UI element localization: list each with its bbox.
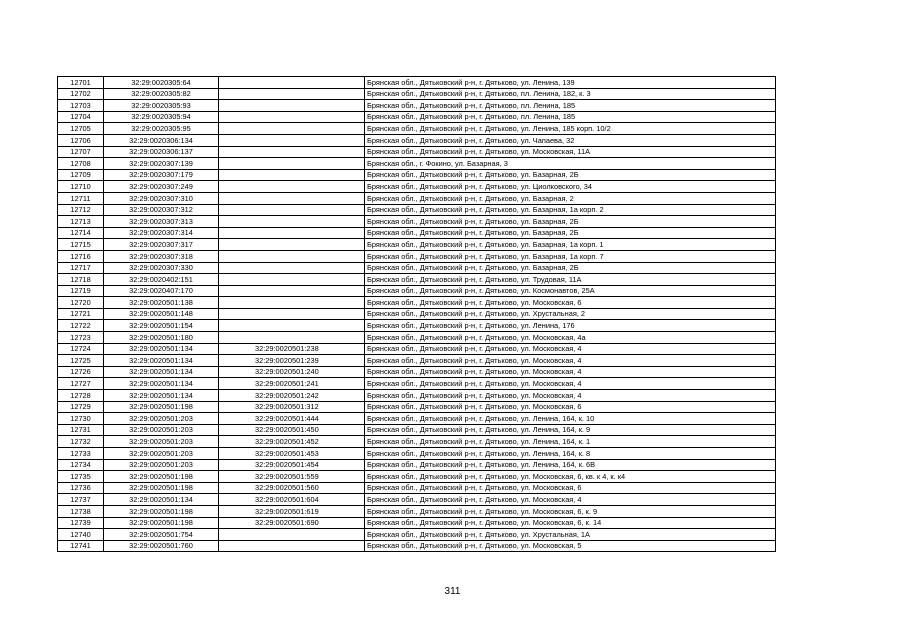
table-row [58,378,776,390]
address-cell: Брянская обл., Дятьковский р-н, г. Дятьково, ул. Ленина, 176 [365,320,776,332]
address-cell: Брянская обл., Дятьковский р-н, г. Дятьково, ул. Московская, 6 [365,401,776,413]
table-row [58,355,776,367]
cadastral-number-cell: 32:29:0020501:134 [104,390,219,402]
cadastral-number-cell: 32:29:0020407:170 [104,285,219,297]
cadastral-number-cell: 32:29:0020501:203 [104,448,219,460]
row-number-cell: 12720 [58,297,104,309]
cadastral-number-cell: 32:29:0020305:95 [104,123,219,135]
row-number-cell: 12707 [58,146,104,158]
address-cell: Брянская обл., Дятьковский р-н, г. Дятьково, ул. Трудовая, 11А [365,274,776,286]
table-row [58,471,776,483]
cadastral-number-cell: 32:29:0020501:203 [104,436,219,448]
table-row [58,494,776,506]
table-row [58,332,776,344]
table-row [58,274,776,286]
address-cell: Брянская обл., Дятьковский р-н, г. Дятьково, ул. Космонавтов, 25А [365,285,776,297]
address-cell: Брянская обл., Дятьковский р-н, г. Дятьково, ул. Московская, 6 [365,297,776,309]
cadastral-number-cell: 32:29:0020501:134 [104,355,219,367]
address-cell: Брянская обл., Дятьковский р-н, г. Дятьково, пл. Ленина, 185 [365,111,776,123]
address-cell: Брянская обл., Дятьковский р-н, г. Дятьково, ул. Базарная, 2Б [365,262,776,274]
row-number-cell: 12712 [58,204,104,216]
sub-cadastral-number-cell [219,332,365,344]
row-number-cell: 12718 [58,274,104,286]
sub-cadastral-number-cell [219,169,365,181]
sub-cadastral-number-cell [219,123,365,135]
row-number-cell: 12736 [58,482,104,494]
cadastral-number-cell: 32:29:0020501:203 [104,424,219,436]
sub-cadastral-number-cell [219,540,365,552]
cadastral-number-cell: 32:29:0020307:312 [104,204,219,216]
row-number-cell: 12705 [58,123,104,135]
row-number-cell: 12716 [58,250,104,262]
sub-cadastral-number-cell [219,285,365,297]
sub-cadastral-number-cell [219,320,365,332]
sub-cadastral-number-cell: 32:29:0020501:453 [219,448,365,460]
table-row [58,517,776,529]
sub-cadastral-number-cell: 32:29:0020501:454 [219,459,365,471]
registry-table-body [58,77,776,552]
address-cell: Брянская обл., Дятьковский р-н, г. Дятьково, ул. Московская, 4 [365,355,776,367]
row-number-cell: 12711 [58,192,104,204]
cadastral-number-cell: 32:29:0020501:754 [104,529,219,541]
table-row [58,343,776,355]
cadastral-number-cell: 32:29:0020305:82 [104,88,219,100]
sub-cadastral-number-cell: 32:29:0020501:241 [219,378,365,390]
sub-cadastral-number-cell [219,181,365,193]
address-cell: Брянская обл., Дятьковский р-н, г. Дятьково, ул. Московская, 4 [365,343,776,355]
cadastral-number-cell: 32:29:0020306:134 [104,134,219,146]
row-number-cell: 12737 [58,494,104,506]
table-row [58,146,776,158]
sub-cadastral-number-cell [219,192,365,204]
address-cell: Брянская обл., Дятьковский р-н, г. Дятьково, ул. Ленина, 139 [365,77,776,89]
table-row [58,436,776,448]
table-row [58,424,776,436]
table-row [58,297,776,309]
row-number-cell: 12717 [58,262,104,274]
cadastral-number-cell: 32:29:0020501:198 [104,505,219,517]
cadastral-number-cell: 32:29:0020307:313 [104,216,219,228]
cadastral-number-cell: 32:29:0020501:154 [104,320,219,332]
address-cell: Брянская обл., Дятьковский р-н, г. Дятьково, ул. Московская, 11А [365,146,776,158]
cadastral-number-cell: 32:29:0020307:330 [104,262,219,274]
sub-cadastral-number-cell [219,134,365,146]
address-cell: Брянская обл., Дятьковский р-н, г. Дятьково, ул. Московская, 4а [365,332,776,344]
row-number-cell: 12702 [58,88,104,100]
table-row [58,401,776,413]
cadastral-number-cell: 32:29:0020501:760 [104,540,219,552]
sub-cadastral-number-cell: 32:29:0020501:240 [219,366,365,378]
cadastral-number-cell: 32:29:0020501:134 [104,366,219,378]
address-cell: Брянская обл., Дятьковский р-н, г. Дятьково, ул. Ленина, 164, к. 10 [365,413,776,425]
table-row [58,158,776,170]
row-number-cell: 12727 [58,378,104,390]
cadastral-number-cell: 32:29:0020305:93 [104,100,219,112]
cadastral-number-cell: 32:29:0020305:64 [104,77,219,89]
address-cell: Брянская обл., г. Фокино, ул. Базарная, 3 [365,158,776,170]
row-number-cell: 12719 [58,285,104,297]
cadastral-number-cell: 32:29:0020307:314 [104,227,219,239]
address-cell: Брянская обл., Дятьковский р-н, г. Дятьково, ул. Базарная, 2Б [365,169,776,181]
cadastral-number-cell: 32:29:0020307:318 [104,250,219,262]
table-row [58,285,776,297]
sub-cadastral-number-cell [219,77,365,89]
address-cell: Брянская обл., Дятьковский р-н, г. Дятьково, ул. Базарная, 2Б [365,227,776,239]
table-row [58,413,776,425]
address-cell: Брянская обл., Дятьковский р-н, г. Дятьково, ул. Московская, 4 [365,378,776,390]
cadastral-number-cell: 32:29:0020307:310 [104,192,219,204]
row-number-cell: 12713 [58,216,104,228]
sub-cadastral-number-cell [219,227,365,239]
address-cell: Брянская обл., Дятьковский р-н, г. Дятьково, ул. Ленина, 164, к. 1 [365,436,776,448]
sub-cadastral-number-cell: 32:29:0020501:450 [219,424,365,436]
table-row [58,134,776,146]
row-number-cell: 12741 [58,540,104,552]
sub-cadastral-number-cell: 32:29:0020501:452 [219,436,365,448]
cadastral-number-cell: 32:29:0020501:203 [104,459,219,471]
table-row [58,123,776,135]
address-cell: Брянская обл., Дятьковский р-н, г. Дятьково, ул. Хрустальная, 2 [365,308,776,320]
registry-table [57,76,776,552]
sub-cadastral-number-cell [219,111,365,123]
sub-cadastral-number-cell [219,274,365,286]
address-cell: Брянская обл., Дятьковский р-н, г. Дятьково, ул. Московская, 4 [365,366,776,378]
address-cell: Брянская обл., Дятьковский р-н, г. Дятьково, ул. Московская, 6, к. 9 [365,505,776,517]
sub-cadastral-number-cell [219,146,365,158]
sub-cadastral-number-cell [219,262,365,274]
table-row [58,181,776,193]
table-row [58,459,776,471]
row-number-cell: 12723 [58,332,104,344]
table-row [58,390,776,402]
address-cell: Брянская обл., Дятьковский р-н, г. Дятьково, ул. Московская, 4 [365,390,776,402]
cadastral-number-cell: 32:29:0020307:139 [104,158,219,170]
row-number-cell: 12721 [58,308,104,320]
row-number-cell: 12708 [58,158,104,170]
cadastral-number-cell: 32:29:0020501:134 [104,343,219,355]
row-number-cell: 12731 [58,424,104,436]
sub-cadastral-number-cell [219,158,365,170]
row-number-cell: 12733 [58,448,104,460]
table-row [58,366,776,378]
address-cell: Брянская обл., Дятьковский р-н, г. Дятьково, ул. Базарная, 2Б [365,216,776,228]
address-cell: Брянская обл., Дятьковский р-н, г. Дятьково, пл. Ленина, 185 [365,100,776,112]
address-cell: Брянская обл., Дятьковский р-н, г. Дятьково, ул. Московская, 6 [365,482,776,494]
table-row [58,77,776,89]
row-number-cell: 12738 [58,505,104,517]
row-number-cell: 12734 [58,459,104,471]
address-cell: Брянская обл., Дятьковский р-н, г. Дятьково, пл. Ленина, 182, к. 3 [365,88,776,100]
table-row [58,529,776,541]
cadastral-number-cell: 32:29:0020307:179 [104,169,219,181]
sub-cadastral-number-cell: 32:29:0020501:619 [219,505,365,517]
row-number-cell: 12728 [58,390,104,402]
sub-cadastral-number-cell: 32:29:0020501:690 [219,517,365,529]
cadastral-number-cell: 32:29:0020501:180 [104,332,219,344]
table-row [58,169,776,181]
cadastral-number-cell: 32:29:0020501:198 [104,471,219,483]
table-row [58,239,776,251]
address-cell: Брянская обл., Дятьковский р-н, г. Дятьково, ул. Базарная, 1а корп. 2 [365,204,776,216]
sub-cadastral-number-cell [219,88,365,100]
row-number-cell: 12704 [58,111,104,123]
address-cell: Брянская обл., Дятьковский р-н, г. Дятьково, ул. Базарная, 1а корп. 7 [365,250,776,262]
address-cell: Брянская обл., Дятьковский р-н, г. Дятьково, ул. Ленина, 164, к. 8 [365,448,776,460]
sub-cadastral-number-cell [219,204,365,216]
row-number-cell: 12709 [58,169,104,181]
cadastral-number-cell: 32:29:0020307:317 [104,239,219,251]
table-row [58,448,776,460]
row-number-cell: 12740 [58,529,104,541]
address-cell: Брянская обл., Дятьковский р-н, г. Дятьково, ул. Московская, 6, к. 14 [365,517,776,529]
row-number-cell: 12735 [58,471,104,483]
cadastral-number-cell: 32:29:0020501:198 [104,401,219,413]
sub-cadastral-number-cell [219,216,365,228]
cadastral-number-cell: 32:29:0020402:151 [104,274,219,286]
row-number-cell: 12730 [58,413,104,425]
address-cell: Брянская обл., Дятьковский р-н, г. Дятьково, ул. Чапаева, 32 [365,134,776,146]
table-row [58,505,776,517]
table-row [58,192,776,204]
address-cell: Брянская обл., Дятьковский р-н, г. Дятьково, ул. Московская, 6, кв. к 4, к. к4 [365,471,776,483]
sub-cadastral-number-cell [219,100,365,112]
address-cell: Брянская обл., Дятьковский р-н, г. Дятьково, ул. Базарная, 1а корп. 1 [365,239,776,251]
sub-cadastral-number-cell: 32:29:0020501:238 [219,343,365,355]
table-row [58,308,776,320]
cadastral-number-cell: 32:29:0020306:137 [104,146,219,158]
sub-cadastral-number-cell [219,297,365,309]
address-cell: Брянская обл., Дятьковский р-н, г. Дятьково, ул. Московская, 5 [365,540,776,552]
address-cell: Брянская обл., Дятьковский р-н, г. Дятьково, ул. Ленина, 164, к. 6В [365,459,776,471]
sub-cadastral-number-cell: 32:29:0020501:444 [219,413,365,425]
row-number-cell: 12732 [58,436,104,448]
address-cell: Брянская обл., Дятьковский р-н, г. Дятьково, ул. Ленина, 164, к. 9 [365,424,776,436]
sub-cadastral-number-cell: 32:29:0020501:239 [219,355,365,367]
cadastral-number-cell: 32:29:0020501:198 [104,482,219,494]
cadastral-number-cell: 32:29:0020307:249 [104,181,219,193]
table-row [58,111,776,123]
cadastral-number-cell: 32:29:0020501:138 [104,297,219,309]
cadastral-number-cell: 32:29:0020501:198 [104,517,219,529]
sub-cadastral-number-cell: 32:29:0020501:312 [219,401,365,413]
sub-cadastral-number-cell [219,239,365,251]
address-cell: Брянская обл., Дятьковский р-н, г. Дятьково, ул. Базарная, 2 [365,192,776,204]
row-number-cell: 12726 [58,366,104,378]
address-cell: Брянская обл., Дятьковский р-н, г. Дятьково, ул. Московская, 4 [365,494,776,506]
row-number-cell: 12739 [58,517,104,529]
cadastral-number-cell: 32:29:0020305:94 [104,111,219,123]
address-cell: Брянская обл., Дятьковский р-н, г. Дятьково, ул. Ленина, 185 корп. 10/2 [365,123,776,135]
cadastral-number-cell: 32:29:0020501:134 [104,494,219,506]
row-number-cell: 12724 [58,343,104,355]
table-row [58,250,776,262]
table-row [58,100,776,112]
row-number-cell: 12710 [58,181,104,193]
row-number-cell: 12722 [58,320,104,332]
row-number-cell: 12714 [58,227,104,239]
sub-cadastral-number-cell: 32:29:0020501:559 [219,471,365,483]
table-row [58,320,776,332]
cadastral-number-cell: 32:29:0020501:148 [104,308,219,320]
address-cell: Брянская обл., Дятьковский р-н, г. Дятьково, ул. Хрустальная, 1А [365,529,776,541]
row-number-cell: 12703 [58,100,104,112]
table-row [58,88,776,100]
cadastral-number-cell: 32:29:0020501:134 [104,378,219,390]
row-number-cell: 12701 [58,77,104,89]
sub-cadastral-number-cell: 32:29:0020501:604 [219,494,365,506]
table-row [58,482,776,494]
row-number-cell: 12706 [58,134,104,146]
table-row [58,204,776,216]
sub-cadastral-number-cell: 32:29:0020501:560 [219,482,365,494]
table-row [58,262,776,274]
cadastral-number-cell: 32:29:0020501:203 [104,413,219,425]
sub-cadastral-number-cell: 32:29:0020501:242 [219,390,365,402]
table-row [58,540,776,552]
row-number-cell: 12729 [58,401,104,413]
row-number-cell: 12725 [58,355,104,367]
table-row [58,227,776,239]
page-number: 311 [444,586,461,597]
sub-cadastral-number-cell [219,529,365,541]
row-number-cell: 12715 [58,239,104,251]
table-row [58,216,776,228]
sub-cadastral-number-cell [219,250,365,262]
sub-cadastral-number-cell [219,308,365,320]
address-cell: Брянская обл., Дятьковский р-н, г. Дятьково, ул. Циолковского, 34 [365,181,776,193]
